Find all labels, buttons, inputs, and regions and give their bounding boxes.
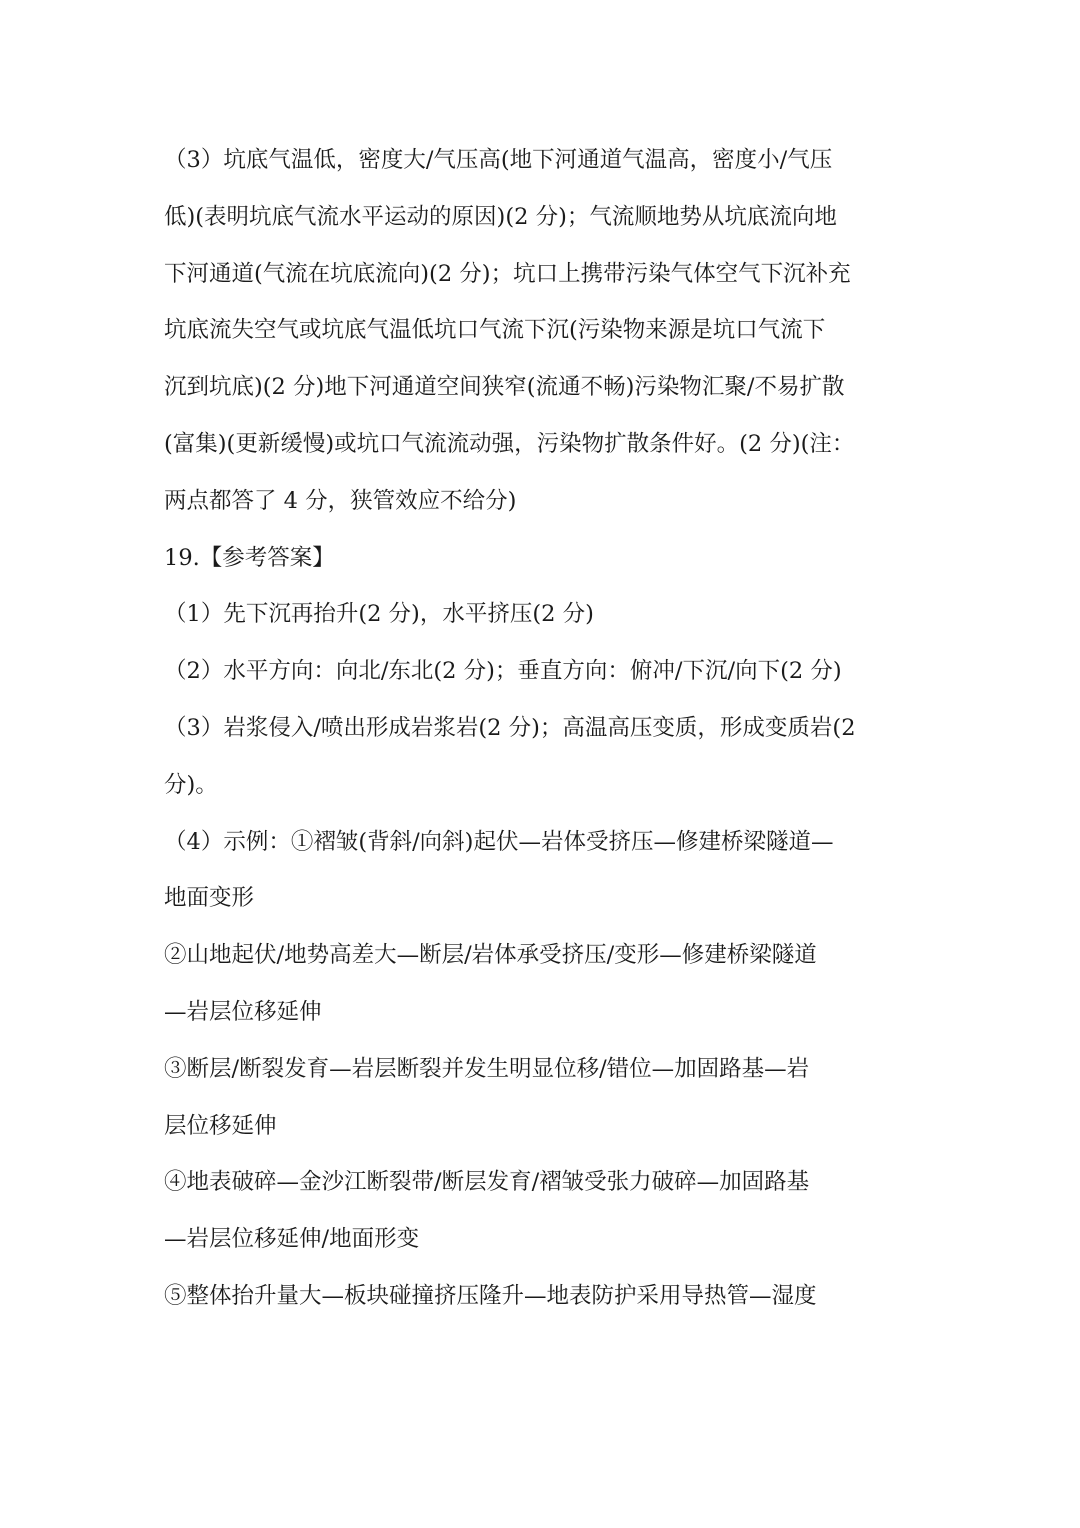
text-line: 沉到坑底)(2 分)地下河通道空间狭窄(流通不畅)污染物汇聚/不易扩散: [164, 374, 845, 401]
text-line: 地面变形: [164, 885, 255, 912]
text-line: 分)。: [164, 771, 218, 798]
text-line: —岩层位移延伸/地面形变: [164, 1226, 420, 1253]
text-line: ⑤整体抬升量大—板块碰撞挤压隆升—地表防护采用导热管—湿度: [164, 1282, 817, 1309]
text-line: 低)(表明坑底气流水平运动的原因)(2 分)；气流顺地势从坑底流向地: [164, 203, 837, 230]
text-line: （3）岩浆侵入/喷出形成岩浆岩(2 分)；高温高压变质，形成变质岩(2: [164, 714, 856, 741]
answer-text-block: [164, 132, 924, 1325]
text-line: （3）坑底气温低，密度大/气压高(地下河通道气温高，密度小/气压: [164, 147, 833, 173]
text-line: 坑底流失空气或坑底气温低坑口气流下沉(污染物来源是坑口气流下: [164, 317, 826, 344]
text-line: —岩层位移延伸: [164, 998, 322, 1025]
text-line: （1）先下沉再抬升(2 分)，水平挤压(2 分): [164, 601, 594, 628]
text-line: ④地表破碎—金沙江断裂带/断层发育/褶皱受张力破碎—加固路基: [164, 1169, 810, 1196]
text-line: ③断层/断裂发育—岩层断裂并发生明显位移/错位—加固路基—岩: [164, 1055, 810, 1082]
text-line: 两点都答了 4 分，狭管效应不给分): [164, 487, 517, 514]
text-line: 下河通道(气流在坑底流向)(2 分)；坑口上携带污染气体空气下沉补充: [164, 260, 851, 287]
text-line: （2）水平方向：向北/东北(2 分)；垂直方向：俯冲/下沉/向下(2 分): [164, 658, 842, 685]
text-line: (富集)(更新缓慢)或坑口气流流动强，污染物扩散条件好。(2 分)(注：: [164, 430, 855, 457]
text-line: （4）示例：①褶皱(背斜/向斜)起伏—岩体受挤压—修建桥梁隧道—: [164, 828, 834, 855]
text-line: ②山地起伏/地势高差大—断层/岩体承受挤压/变形—修建桥梁隧道: [164, 942, 817, 969]
question-heading: 19.【参考答案】: [164, 544, 335, 571]
text-line: 层位移延伸: [164, 1112, 277, 1139]
